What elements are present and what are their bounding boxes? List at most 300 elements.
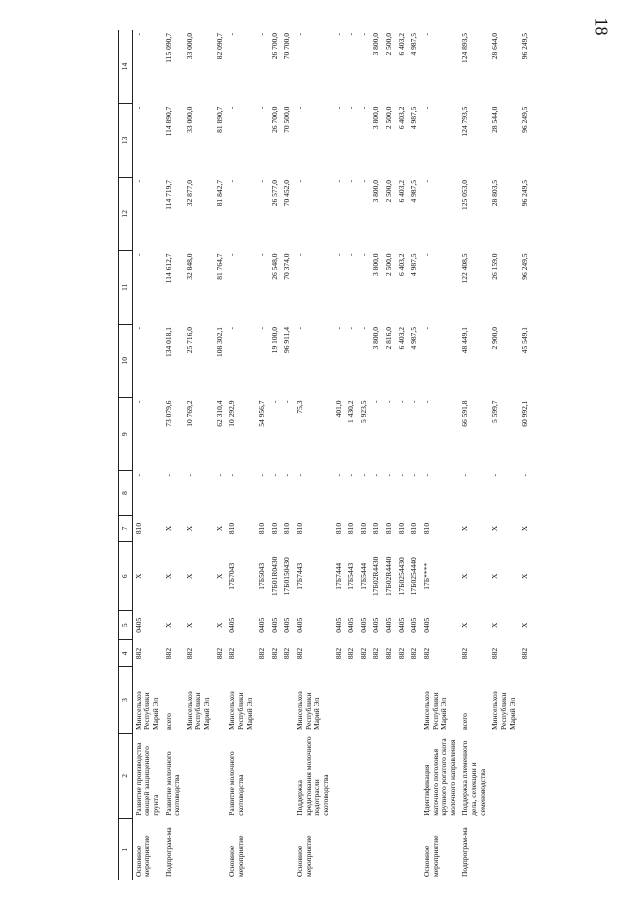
table-cell: 26 700,0 xyxy=(269,106,279,133)
table-cell: 134 018,1 xyxy=(163,327,173,358)
table-cell: 114 612,7 xyxy=(163,253,173,284)
table-cell xyxy=(281,819,294,880)
table-cell: - xyxy=(333,253,343,257)
table-cell: X xyxy=(133,573,143,579)
table-cell xyxy=(345,733,358,819)
table-body xyxy=(132,30,532,880)
table-cell: 6 403,2 xyxy=(396,253,406,277)
table-cell: 3 800,0 xyxy=(371,33,381,56)
table-cell: 6 403,2 xyxy=(396,106,406,130)
table-cell: 19 100,0 xyxy=(269,327,279,354)
table-cell: 0405 xyxy=(409,617,419,633)
table-cell: Минсельхоз Республики Марий Эл xyxy=(133,691,160,731)
table-cell: 882 xyxy=(282,647,292,660)
table-cell: 4 987,5 xyxy=(409,33,419,56)
table-cell: - xyxy=(227,253,237,257)
table-cell: 48 449,1 xyxy=(460,327,470,354)
table-cell: 6 403,2 xyxy=(396,180,406,203)
table-cell: 28 644,0 xyxy=(490,33,500,60)
table-cell xyxy=(396,667,409,733)
table-cell: X xyxy=(184,622,194,628)
table-cell: 3 800,0 xyxy=(371,180,381,203)
table-cell: - xyxy=(358,253,368,257)
table-cell: - xyxy=(295,327,304,330)
table-cell: 10 769,2 xyxy=(184,400,194,427)
table-cell: 810 xyxy=(358,522,368,535)
table-cell: - xyxy=(269,473,279,477)
table-cell: Поддержка племенного дела, селекции и семеноводства xyxy=(460,740,487,816)
table-cell: Развитие производства овощей защищенного грунта xyxy=(133,742,160,816)
table-cell xyxy=(370,733,383,819)
table-cell: 26 159,0 xyxy=(490,253,500,280)
table-cell: 6 403,2 xyxy=(396,327,406,350)
table-cell: - xyxy=(257,327,267,330)
table-cell: 4 987,5 xyxy=(409,327,419,350)
table-cell: - xyxy=(227,327,237,330)
table-cell: X xyxy=(520,622,530,628)
table-cell xyxy=(370,819,383,880)
column-header: 10 xyxy=(119,324,133,397)
table-cell: 810 xyxy=(295,522,304,535)
table-cell: 810 xyxy=(257,522,267,535)
table-cell: 0405 xyxy=(396,617,406,633)
table-cell: - xyxy=(133,180,143,183)
table-cell: 882 xyxy=(269,647,279,660)
table-cell: 0405 xyxy=(333,617,343,633)
table-cell: 810 xyxy=(227,522,237,535)
table-cell: 0405 xyxy=(384,617,393,633)
table-cell xyxy=(256,667,269,733)
table-cell: 810 xyxy=(396,522,406,535)
table-cell: 28 803,5 xyxy=(490,180,500,207)
table-cell: - xyxy=(257,33,267,36)
table-cell: Основное мероприятие xyxy=(295,835,313,877)
table-cell xyxy=(519,819,532,880)
table-cell: 0405 xyxy=(282,617,292,633)
table-cell: - xyxy=(133,33,143,36)
table-cell: - xyxy=(184,473,194,477)
table-cell: - xyxy=(295,473,304,477)
table-cell: 70 452,0 xyxy=(282,180,292,207)
table-row xyxy=(163,30,184,880)
table-cell: - xyxy=(295,106,304,110)
table-cell: 26 548,0 xyxy=(269,253,279,280)
table-cell xyxy=(256,733,269,819)
table-cell: - xyxy=(214,473,224,477)
table-cell: 882 xyxy=(184,647,194,660)
table-cell: 75,3 xyxy=(295,400,304,414)
table-cell xyxy=(281,667,294,733)
table-row xyxy=(184,30,214,880)
table-cell: 17Б02R4430 xyxy=(371,556,381,596)
table-cell: 96 249,5 xyxy=(520,180,530,207)
table-cell: X xyxy=(184,525,194,532)
table-cell: - xyxy=(295,33,304,36)
table-cell xyxy=(345,819,358,880)
table-cell: 70 374,0 xyxy=(282,253,292,280)
table-cell: Развитие молочного скотоводства xyxy=(163,751,182,816)
table-cell: - xyxy=(346,180,356,183)
table-cell: 17Б01R0430 xyxy=(269,556,279,596)
table-cell: 10 292,9 xyxy=(227,400,237,427)
table-cell: - xyxy=(396,473,406,477)
table-cell: Основное мероприятие xyxy=(227,835,245,877)
table-cell xyxy=(489,733,519,819)
table-row xyxy=(383,30,396,880)
table-cell: 96 249,5 xyxy=(520,253,530,280)
table-cell: - xyxy=(371,473,381,477)
table-cell: 60 992,1 xyxy=(520,400,530,427)
table-cell: 882 xyxy=(396,647,406,660)
table-cell: 882 xyxy=(358,647,368,660)
table-cell: - xyxy=(421,180,431,183)
table-cell: - xyxy=(358,180,368,183)
table-cell: Идентификация маточного поголовья крупного рогатого скота молочного направления xyxy=(421,738,457,816)
table-cell: 4 987,5 xyxy=(409,253,419,277)
table-cell: X xyxy=(490,525,500,532)
table-cell: 810 xyxy=(133,522,143,535)
table-cell: 2 500,0 xyxy=(384,106,393,130)
table-cell: 17Б02R4440 xyxy=(384,556,393,596)
table-cell xyxy=(489,819,519,880)
table-cell: 882 xyxy=(384,647,393,660)
table-cell: 108 302,1 xyxy=(214,327,224,358)
column-header: 14 xyxy=(119,30,133,104)
table-cell: - xyxy=(133,106,143,110)
table-cell xyxy=(408,733,421,819)
table-cell: 0405 xyxy=(346,617,356,633)
budget-table xyxy=(118,30,532,880)
table-cell: 882 xyxy=(490,647,500,660)
table-cell: 0405 xyxy=(133,617,143,633)
table-cell: 26 700,0 xyxy=(269,33,279,60)
table-cell: 96 911,4 xyxy=(282,327,292,353)
table-cell xyxy=(214,819,227,880)
table-cell: 810 xyxy=(346,522,356,535)
table-row xyxy=(370,30,383,880)
table-cell: - xyxy=(257,180,267,183)
table-cell xyxy=(383,667,396,733)
table-cell: 115 090,7 xyxy=(163,33,173,63)
table-cell: Подпрограм-ма xyxy=(460,827,470,877)
table-cell: 122 408,5 xyxy=(460,253,470,284)
table-cell: 17Б0150430 xyxy=(282,557,292,596)
page-number: 18 xyxy=(591,17,612,36)
column-header: 12 xyxy=(119,177,133,250)
table-cell xyxy=(269,667,282,733)
table-cell: - xyxy=(421,33,431,36)
column-header: 6 xyxy=(119,542,133,611)
table-cell: 0405 xyxy=(295,617,304,633)
table-cell xyxy=(214,733,227,819)
table-cell: 882 xyxy=(409,647,419,660)
table-cell: - xyxy=(358,106,368,110)
header-row xyxy=(119,30,133,880)
table-cell: - xyxy=(421,106,431,110)
table-cell: Основное мероприятие xyxy=(133,835,152,877)
table-cell: - xyxy=(333,327,343,330)
rotated-table-container xyxy=(118,30,618,880)
table-cell: - xyxy=(346,253,356,257)
table-cell: 96 249,5 xyxy=(520,33,530,60)
table-cell: - xyxy=(295,253,304,257)
table-cell: - xyxy=(358,473,368,477)
table-cell: 882 xyxy=(257,647,267,660)
column-header: 3 xyxy=(119,667,133,733)
table-row xyxy=(489,30,519,880)
table-cell: 2 900,0 xyxy=(490,327,500,350)
column-header: 7 xyxy=(119,515,133,542)
table-cell: 17Б7443 xyxy=(295,562,304,590)
table-cell: - xyxy=(295,180,304,183)
table-cell: - xyxy=(346,106,356,110)
table-cell: 401,0 xyxy=(333,400,343,418)
table-cell: X xyxy=(214,573,224,579)
table-cell: - xyxy=(421,253,431,257)
table-cell: 26 577,0 xyxy=(269,180,279,207)
table-cell: - xyxy=(227,106,237,110)
table-cell: Минсельхоз Республики Марий Эл xyxy=(227,691,254,731)
table-row xyxy=(226,30,256,880)
table-cell: 2 500,0 xyxy=(384,33,393,56)
table-cell: - xyxy=(421,473,431,477)
table-cell: 0405 xyxy=(269,617,279,633)
table-cell: 882 xyxy=(133,647,143,660)
table-cell: - xyxy=(163,473,173,477)
table-cell: Развитие молочного скотоводства xyxy=(227,751,245,816)
table-cell: 810 xyxy=(269,522,279,535)
table-cell xyxy=(358,667,371,733)
table-cell: - xyxy=(333,106,343,110)
table-cell: 81 764,7 xyxy=(214,253,224,280)
table-cell: 82 090,7 xyxy=(214,33,224,60)
table-cell: - xyxy=(460,473,470,477)
table-cell: 32 877,0 xyxy=(184,180,194,207)
table-cell: X xyxy=(214,525,224,532)
table-row xyxy=(519,30,532,880)
table-cell: 81 890,7 xyxy=(214,106,224,133)
table-cell xyxy=(345,667,358,733)
table-cell: 124 893,5 xyxy=(460,33,470,63)
table-cell: - xyxy=(257,106,267,110)
table-cell: X xyxy=(184,573,194,579)
table-cell: 882 xyxy=(371,647,381,660)
table-cell: 73 079,6 xyxy=(163,400,173,427)
table-cell: X xyxy=(460,622,470,628)
table-cell: - xyxy=(133,327,143,330)
table-cell: - xyxy=(257,253,267,257)
table-cell: 66 591,8 xyxy=(460,400,470,427)
table-cell: - xyxy=(520,473,530,477)
table-cell: X xyxy=(460,573,470,579)
table-cell: 0405 xyxy=(371,617,381,633)
table-cell: - xyxy=(346,327,356,330)
table-cell: - xyxy=(133,473,143,477)
table-cell: 17Б0254440 xyxy=(409,557,419,596)
table-cell: - xyxy=(371,400,381,403)
table-cell: 2 500,0 xyxy=(384,180,393,203)
table-cell: Подпрограм-ма xyxy=(163,827,173,877)
table-cell: 810 xyxy=(409,522,419,535)
table-cell xyxy=(519,667,532,733)
table-cell: 810 xyxy=(384,522,393,535)
table-cell xyxy=(214,667,227,733)
table-cell xyxy=(333,667,346,733)
table-cell: 3 800,0 xyxy=(371,253,381,277)
table-cell xyxy=(519,733,532,819)
table-cell xyxy=(358,733,371,819)
table-cell: - xyxy=(421,327,431,330)
table-cell: Минсельхоз Республики Марий Эл xyxy=(295,691,322,731)
table-cell: - xyxy=(282,473,292,477)
table-cell: 17Б0254430 xyxy=(396,557,406,596)
table-cell: X xyxy=(460,525,470,532)
table-cell xyxy=(281,733,294,819)
table-cell xyxy=(184,733,214,819)
table-cell: 17Б7444 xyxy=(333,562,343,590)
table-cell: 81 842,7 xyxy=(214,180,224,207)
table-cell: 882 xyxy=(520,647,530,660)
table-cell: 125 053,0 xyxy=(460,180,470,211)
table-cell: 4 987,5 xyxy=(409,106,419,130)
table-cell xyxy=(383,733,396,819)
table-cell xyxy=(408,667,421,733)
table-cell: 882 xyxy=(346,647,356,660)
column-header: 4 xyxy=(119,640,133,667)
table-row xyxy=(358,30,371,880)
table-cell: 6 403,2 xyxy=(396,33,406,56)
table-cell: Минсельхоз Республики Марий Эл xyxy=(421,691,449,731)
table-cell: 33 000,0 xyxy=(184,106,194,133)
table-cell: 0405 xyxy=(257,617,267,633)
table-cell: - xyxy=(409,400,419,403)
table-cell xyxy=(333,819,346,880)
table-cell: 0405 xyxy=(358,617,368,633)
table-row xyxy=(269,30,282,880)
table-cell: - xyxy=(421,400,431,403)
table-cell: 17Б**** xyxy=(421,562,431,590)
table-cell: X xyxy=(490,622,500,628)
table-cell: 32 848,0 xyxy=(184,253,194,280)
table-cell: 62 310,4 xyxy=(214,400,224,427)
table-row xyxy=(345,30,358,880)
table-cell: 810 xyxy=(282,522,292,535)
table-cell: Минсельхоз Республики Марий Эл xyxy=(184,691,211,731)
table-row xyxy=(459,30,489,880)
table-cell: - xyxy=(227,473,237,477)
table-row xyxy=(214,30,227,880)
table-cell: 1 430,2 xyxy=(346,400,356,423)
table-cell: - xyxy=(227,180,237,183)
table-cell: 0405 xyxy=(421,617,431,633)
table-cell: X xyxy=(163,525,173,532)
table-row xyxy=(421,30,460,880)
table-cell: - xyxy=(384,400,393,403)
table-cell: 25 716,0 xyxy=(184,327,194,354)
column-header: 1 xyxy=(119,819,133,880)
table-row xyxy=(396,30,409,880)
table-cell xyxy=(256,819,269,880)
table-cell: 810 xyxy=(371,522,381,535)
table-cell xyxy=(396,819,409,880)
table-cell: 54 956,7 xyxy=(257,400,267,427)
table-cell: - xyxy=(333,473,343,477)
table-cell: 70 500,0 xyxy=(282,106,292,133)
table-cell: всего xyxy=(460,713,470,731)
table-cell: X xyxy=(163,622,173,628)
table-cell: 124 793,5 xyxy=(460,106,470,137)
column-header: 13 xyxy=(119,104,133,177)
table-cell: - xyxy=(333,180,343,183)
table-row xyxy=(281,30,294,880)
table-cell: 5 599,7 xyxy=(490,400,500,423)
table-cell: - xyxy=(346,33,356,36)
table-cell: 3 800,0 xyxy=(371,106,381,130)
table-cell: X xyxy=(214,622,224,628)
table-row xyxy=(333,30,346,880)
table-row xyxy=(294,30,333,880)
table-cell: 17Б5443 xyxy=(346,562,356,590)
table-row xyxy=(132,30,162,880)
column-header: 8 xyxy=(119,471,133,515)
table-cell: - xyxy=(384,473,393,477)
table-cell: 882 xyxy=(214,647,224,660)
table-cell: Основное мероприятие xyxy=(421,835,440,877)
column-header: 9 xyxy=(119,398,133,471)
table-cell xyxy=(269,819,282,880)
table-cell: 882 xyxy=(460,647,470,660)
table-cell: 70 700,0 xyxy=(282,33,292,60)
table-cell: X xyxy=(520,525,530,532)
table-cell: 882 xyxy=(163,647,173,660)
table-cell: - xyxy=(396,400,406,403)
table-cell: - xyxy=(409,473,419,477)
table-cell: 96 249,5 xyxy=(520,106,530,133)
table-cell: - xyxy=(269,400,279,403)
table-cell: 45 549,1 xyxy=(520,327,530,354)
table-cell: Поддержка кредитования молочного подотрасли скотоводства xyxy=(295,736,330,816)
table-cell: - xyxy=(346,473,356,477)
column-header: 5 xyxy=(119,611,133,640)
table-cell: 28 544,0 xyxy=(490,106,500,133)
table-cell: 114 890,7 xyxy=(163,106,173,137)
table-cell: 2 500,0 xyxy=(384,253,393,277)
table-cell: 882 xyxy=(421,647,431,660)
table-cell: 810 xyxy=(333,522,343,535)
table-cell: - xyxy=(282,400,292,403)
table-cell: - xyxy=(227,33,237,36)
table-cell xyxy=(383,819,396,880)
table-cell xyxy=(333,733,346,819)
table-cell: - xyxy=(133,253,143,257)
table-cell: - xyxy=(257,473,267,477)
table-cell: 3 800,0 xyxy=(371,327,381,350)
table-cell: 810 xyxy=(421,522,431,535)
table-cell xyxy=(358,819,371,880)
table-cell: - xyxy=(133,400,143,403)
table-cell: - xyxy=(358,33,368,36)
table-cell: - xyxy=(333,33,343,36)
table-row xyxy=(408,30,421,880)
table-cell: 17Б5444 xyxy=(358,562,368,590)
table-cell: Минсельхоз Республики Марий Эл xyxy=(490,691,517,731)
table-row xyxy=(256,30,269,880)
table-cell: 882 xyxy=(227,647,237,660)
table-cell: - xyxy=(490,473,500,477)
table-cell xyxy=(408,819,421,880)
table-cell xyxy=(184,819,214,880)
table-cell xyxy=(269,733,282,819)
